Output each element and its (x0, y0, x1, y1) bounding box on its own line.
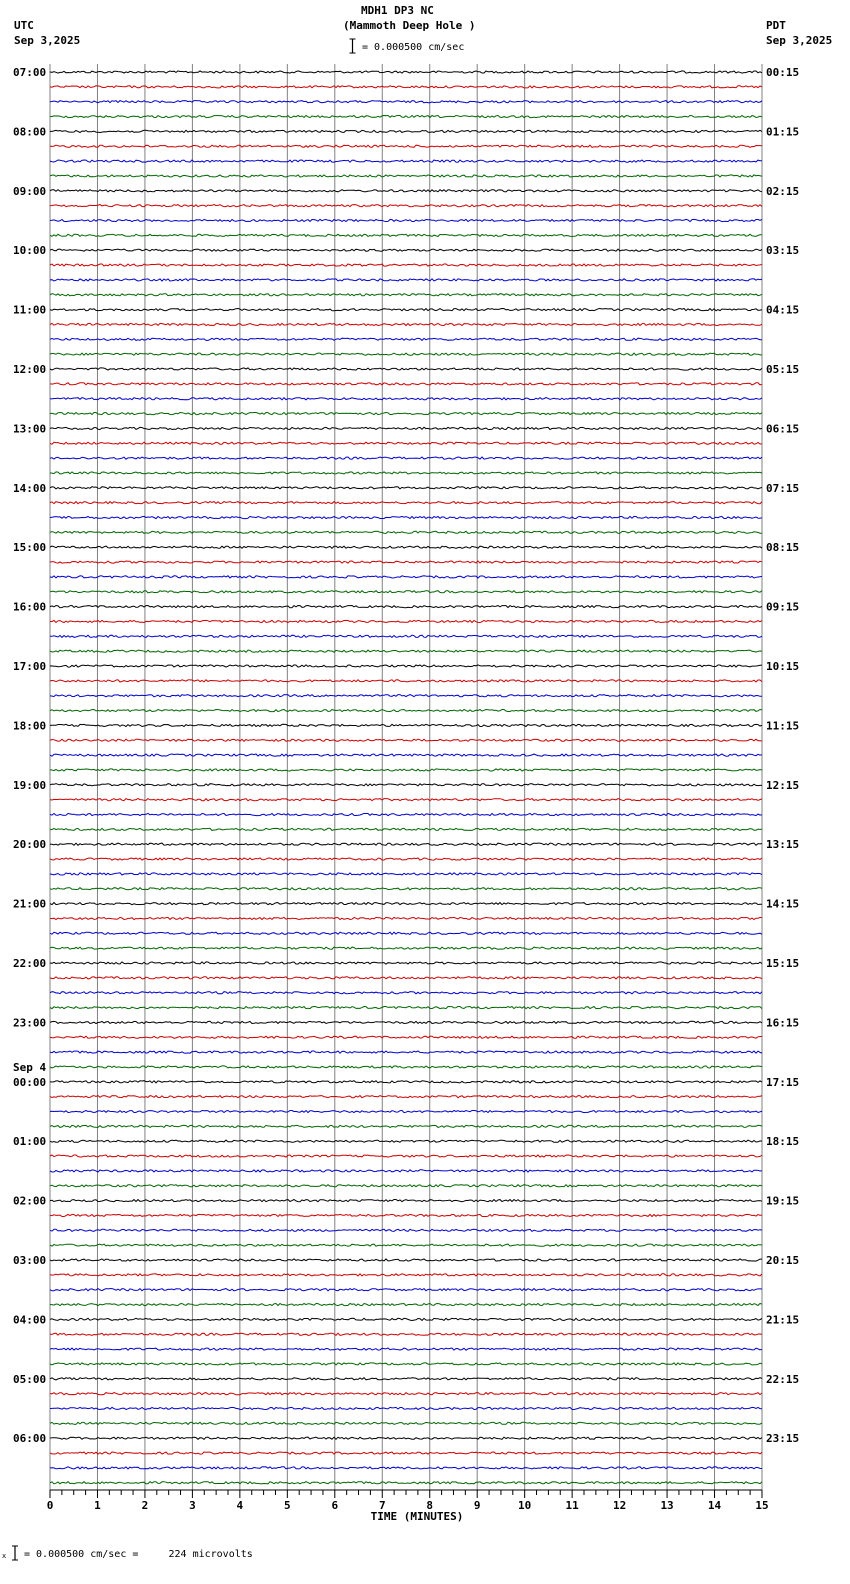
x-axis (47, 1490, 769, 1523)
pdt-hour-label: 19:15 (766, 1194, 800, 1208)
trace-line (50, 1393, 762, 1395)
utc-hour-label: 18:00 (13, 719, 47, 733)
trace-line (50, 219, 762, 221)
trace-line (50, 1214, 762, 1216)
trace-line (50, 190, 762, 192)
pdt-hour-label: 16:15 (766, 1016, 800, 1030)
trace-line (50, 86, 762, 88)
trace-line (50, 1407, 762, 1409)
x-tick-label: 11 (565, 1499, 579, 1512)
trace-line (50, 873, 762, 875)
trace-line (50, 1289, 762, 1291)
utc-date-change-label: Sep 4 (13, 1060, 47, 1074)
trace-line (50, 1229, 762, 1231)
trace-line (50, 1007, 762, 1009)
trace-line (50, 932, 762, 934)
trace-line (50, 650, 762, 652)
x-tick-label: 5 (284, 1499, 291, 1512)
utc-hour-label: 23:00 (13, 1016, 47, 1030)
seismic-traces (50, 71, 762, 1484)
pdt-hour-label: 20:15 (766, 1254, 800, 1267)
svg-text:x: x (2, 1552, 7, 1560)
trace-line (50, 472, 762, 474)
trace-line (50, 1036, 762, 1038)
trace-line (50, 531, 762, 533)
trace-line (50, 353, 762, 355)
trace-line (50, 1185, 762, 1187)
trace-line (50, 1125, 762, 1127)
trace-line (50, 546, 762, 548)
trace-line (50, 1200, 762, 1202)
pdt-hour-label: 05:15 (766, 363, 800, 376)
utc-hour-labels (13, 66, 46, 1445)
trace-line (50, 1051, 762, 1053)
trace-line (50, 1259, 762, 1261)
trace-line (50, 917, 762, 919)
right-timezone: PDT (766, 19, 786, 32)
trace-line (50, 784, 762, 786)
pdt-hour-label: 03:15 (766, 244, 800, 258)
pdt-hour-label: 23:15 (766, 1432, 800, 1446)
trace-line (50, 249, 762, 251)
x-tick-label: 4 (236, 1499, 244, 1512)
utc-hour-label: 00:00 (13, 1075, 47, 1089)
station-title: MDH1 DP3 NC (361, 4, 434, 17)
trace-line (50, 799, 762, 801)
utc-hour-label: 05:00 (13, 1372, 47, 1386)
footer-scale-icon (2, 1545, 20, 1561)
pdt-hour-label: 11:15 (766, 719, 800, 733)
trace-line (50, 947, 762, 949)
trace-line (50, 427, 762, 429)
trace-line (50, 813, 762, 815)
trace-line (50, 71, 762, 73)
trace-line (50, 368, 762, 370)
trace-line (50, 1333, 762, 1335)
trace-line (50, 606, 762, 608)
x-tick-label: 10 (518, 1499, 532, 1512)
trace-line (50, 279, 762, 281)
utc-hour-label: 04:00 (13, 1313, 47, 1327)
x-tick-label: 3 (189, 1499, 196, 1512)
trace-line (50, 843, 762, 845)
utc-hour-label: 08:00 (13, 125, 47, 139)
trace-line (50, 1318, 762, 1320)
x-tick-label: 6 (331, 1499, 339, 1512)
pdt-hour-label: 07:15 (766, 481, 800, 495)
trace-line (50, 695, 762, 697)
trace-line (50, 398, 762, 400)
trace-line (50, 101, 762, 103)
utc-hour-label: 19:00 (13, 778, 47, 792)
pdt-hour-label: 01:15 (766, 125, 800, 139)
pdt-hour-label: 15:15 (766, 957, 800, 970)
utc-hour-label: 03:00 (13, 1254, 47, 1267)
utc-hour-label: 11:00 (13, 303, 47, 317)
trace-line (50, 828, 762, 830)
pdt-hour-labels (766, 66, 799, 1445)
trace-line (50, 383, 762, 385)
trace-line (50, 1021, 762, 1023)
x-tick-label: 2 (141, 1499, 149, 1512)
utc-hour-label: 12:00 (13, 363, 47, 376)
trace-line (50, 1155, 762, 1157)
trace-line (50, 1140, 762, 1142)
trace-line (50, 1378, 762, 1380)
x-axis-title: TIME (MINUTES) (370, 1510, 464, 1523)
trace-line (50, 576, 762, 578)
trace-line (50, 1304, 762, 1306)
pdt-hour-label: 18:15 (766, 1135, 800, 1149)
trace-line (50, 1066, 762, 1068)
trace-line (50, 175, 762, 177)
utc-hour-label: 15:00 (13, 541, 47, 555)
left-timezone: UTC (14, 19, 34, 32)
x-tick-label: 9 (473, 1499, 481, 1512)
trace-line (50, 561, 762, 563)
utc-hour-label: 14:00 (13, 481, 47, 495)
trace-line (50, 1081, 762, 1083)
trace-line (50, 145, 762, 147)
x-tick-label: 7 (378, 1499, 386, 1512)
utc-hour-label: 06:00 (13, 1432, 47, 1446)
trace-line (50, 1170, 762, 1172)
utc-hour-label: 21:00 (13, 897, 47, 911)
x-tick-label: 15 (755, 1499, 769, 1512)
utc-hour-label: 17:00 (13, 660, 47, 673)
scale-text: = 0.000500 cm/sec (362, 42, 465, 53)
utc-hour-label: 02:00 (13, 1194, 47, 1208)
trace-line (50, 205, 762, 207)
trace-line (50, 1422, 762, 1424)
trace-line (50, 516, 762, 518)
trace-line (50, 858, 762, 860)
trace-line (50, 992, 762, 994)
x-tick-label: 13 (660, 1499, 674, 1512)
trace-line (50, 591, 762, 593)
pdt-hour-label: 04:15 (766, 303, 800, 317)
trace-line (50, 1467, 762, 1469)
trace-line (50, 620, 762, 622)
footer-scale-text: = 0.000500 cm/sec = 224 microvolts (24, 1549, 253, 1560)
pdt-hour-label: 10:15 (766, 660, 800, 673)
trace-line (50, 457, 762, 459)
station-location: (Mammoth Deep Hole ) (343, 19, 476, 32)
trace-line (50, 1244, 762, 1246)
trace-line (50, 724, 762, 726)
utc-hour-label: 13:00 (13, 422, 47, 436)
utc-hour-label: 10:00 (13, 244, 47, 258)
pdt-hour-label: 13:15 (766, 838, 800, 852)
trace-line (50, 888, 762, 890)
utc-hour-label: 07:00 (13, 66, 47, 79)
pdt-hour-label: 00:15 (766, 66, 800, 79)
utc-hour-label: 22:00 (13, 957, 47, 970)
trace-line (50, 710, 762, 712)
utc-hour-label: 16:00 (13, 600, 47, 614)
trace-line (50, 665, 762, 667)
trace-line (50, 323, 762, 325)
right-date: Sep 3,2025 (766, 34, 833, 47)
pdt-hour-label: 14:15 (766, 897, 800, 911)
trace-line (50, 1482, 762, 1484)
trace-line (50, 309, 762, 311)
x-tick-label: 1 (94, 1499, 101, 1512)
trace-line (50, 264, 762, 266)
pdt-hour-label: 12:15 (766, 778, 800, 792)
pdt-hour-label: 08:15 (766, 541, 800, 555)
trace-line (50, 962, 762, 964)
trace-line (50, 903, 762, 905)
trace-line (50, 1452, 762, 1454)
utc-hour-label: 20:00 (13, 838, 47, 852)
trace-line (50, 487, 762, 489)
trace-line (50, 413, 762, 415)
trace-line (50, 502, 762, 504)
trace-line (50, 338, 762, 340)
utc-hour-label: 09:00 (13, 184, 47, 198)
trace-line (50, 754, 762, 756)
trace-line (50, 977, 762, 979)
pdt-hour-label: 06:15 (766, 422, 800, 436)
utc-hour-label: 01:00 (13, 1135, 47, 1149)
trace-line (50, 1110, 762, 1112)
trace-line (50, 294, 762, 296)
pdt-hour-label: 17:15 (766, 1075, 800, 1089)
trace-line (50, 769, 762, 771)
trace-line (50, 1348, 762, 1350)
trace-line (50, 680, 762, 682)
trace-line (50, 160, 762, 162)
trace-line (50, 635, 762, 637)
x-tick-label: 8 (426, 1499, 434, 1512)
pdt-hour-label: 21:15 (766, 1313, 800, 1327)
trace-line (50, 1096, 762, 1098)
trace-line (50, 234, 762, 236)
trace-line (50, 116, 762, 118)
trace-line (50, 1363, 762, 1365)
trace-line (50, 1274, 762, 1276)
pdt-hour-label: 02:15 (766, 184, 800, 198)
trace-line (50, 739, 762, 741)
grid-lines (50, 64, 762, 1491)
trace-line (50, 442, 762, 444)
pdt-hour-label: 09:15 (766, 600, 800, 614)
pdt-hour-label: 22:15 (766, 1372, 800, 1386)
trace-line (50, 1437, 762, 1439)
x-tick-label: 0 (46, 1499, 54, 1512)
trace-line (50, 130, 762, 132)
left-date: Sep 3,2025 (14, 34, 81, 47)
x-tick-label: 14 (707, 1499, 722, 1512)
x-tick-label: 12 (612, 1499, 627, 1512)
